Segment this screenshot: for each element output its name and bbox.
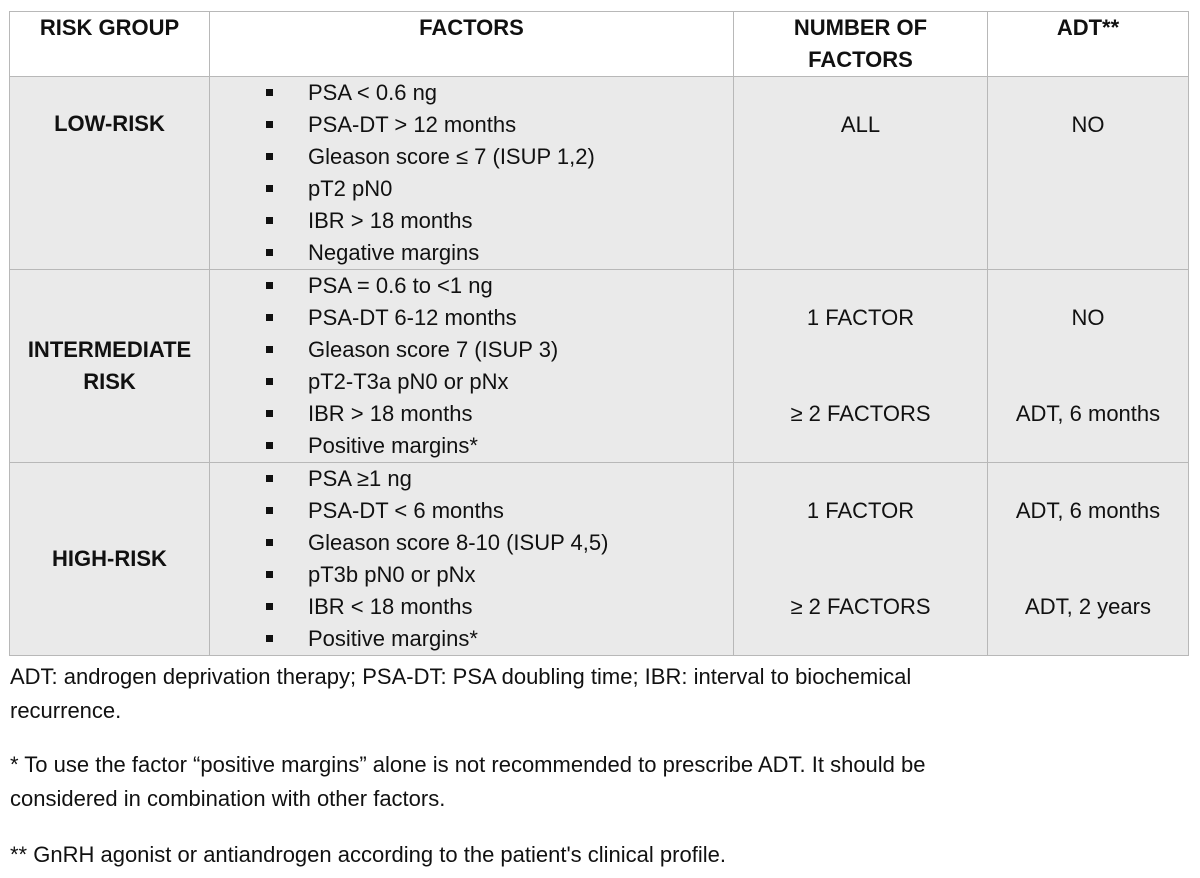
adt-value: NO [1071,305,1105,330]
factor-text: pT3b pN0 or pNx [308,562,476,587]
factor-item [210,463,733,495]
factor-item [210,559,733,591]
factor-text: PSA-DT 6-12 months [308,305,517,330]
factor-text: Gleason score 7 (ISUP 3) [308,337,559,362]
number-of-factors-cell [734,77,988,270]
square-bullet-icon [266,314,273,321]
factor-text: IBR > 18 months [308,401,473,426]
factor-text: Positive margins* [308,433,478,458]
number-of-factors-value: 1 FACTOR [806,498,915,523]
factor-text: PSA ≥1 ng [308,466,412,491]
number-of-factors-value [734,623,987,655]
adt-value [988,334,1188,366]
number-of-factors-value: ALL [840,112,881,137]
factor-list [210,77,733,269]
table-header-row [10,12,1189,77]
adt-value [988,141,1188,173]
adt-value [988,559,1188,591]
adt-cell [988,463,1189,656]
factor-item [210,302,733,334]
factor-text: pT2 pN0 [308,176,393,201]
factor-text: PSA-DT < 6 months [308,498,504,523]
factor-text: Negative margins [308,240,480,265]
number-of-factors-value [734,270,987,302]
number-of-factors-value [734,77,987,109]
factor-list [210,270,733,462]
square-bullet-icon [266,282,273,289]
risk-group-label: LOW-RISK [54,111,165,136]
square-bullet-icon [266,635,273,642]
square-bullet-icon [266,442,273,449]
factor-item [210,109,733,141]
risk-group-cell [10,270,210,463]
number-of-factors-value [734,463,987,495]
adt-cell [988,270,1189,463]
risk-group-label-line2: RISK [83,369,136,394]
number-of-factors-value [734,559,987,591]
factor-text: IBR < 18 months [308,594,473,619]
square-bullet-icon [266,507,273,514]
number-of-factors-value [734,527,987,559]
header-number-of-factors [734,12,988,77]
adt-value: ADT, 6 months [1015,498,1161,523]
square-bullet-icon [266,475,273,482]
number-of-factors-value [734,205,987,237]
factor-text: PSA = 0.6 to <1 ng [308,273,493,298]
adt-value [988,430,1188,462]
risk-group-label: HIGH-RISK [52,546,167,571]
number-of-factors-cell [734,463,988,656]
number-of-factors-value [734,173,987,205]
factor-text: Gleason score 8-10 (ISUP 4,5) [308,530,609,555]
factor-text: pT2-T3a pN0 or pNx [308,369,509,394]
header-risk-group: RISK GROUP [10,12,210,77]
square-bullet-icon [266,217,273,224]
number-of-factors-value [734,141,987,173]
factor-item [210,430,733,462]
footnote-double-star: ** GnRH agonist or antiandrogen according to the patient's clinical profile. [10,842,726,867]
adt-cell [988,77,1189,270]
number-of-factors-value [734,334,987,366]
factors-cell [210,77,734,270]
adt-value [988,463,1188,495]
square-bullet-icon [266,153,273,160]
factor-list [210,463,733,655]
factor-item [210,527,733,559]
header-adt: ADT** [988,12,1189,77]
factor-item [210,495,733,527]
adt-value: NO [1071,112,1105,137]
adt-value [988,527,1188,559]
adt-value [988,205,1188,237]
factors-cell [210,463,734,656]
factor-text: IBR > 18 months [308,208,473,233]
number-of-factors-value [734,430,987,462]
factor-item [210,205,733,237]
number-of-factors-value: ≥ 2 FACTORS [790,401,931,426]
adt-value [988,623,1188,655]
adt-value [988,237,1188,269]
factor-item [210,270,733,302]
factor-item [210,173,733,205]
factor-text: Positive margins* [308,626,478,651]
square-bullet-icon [266,185,273,192]
number-of-factors-value: 1 FACTOR [806,305,915,330]
factor-item [210,141,733,173]
factor-item [210,334,733,366]
header-number-line2: FACTORS [808,47,913,72]
footnote-abbreviations: ADT: androgen deprivation therapy; PSA-DT: PSA doubling time; IBR: interval to biochemical recurrence. [10,664,912,723]
number-of-factors-cell [734,270,988,463]
square-bullet-icon [266,378,273,385]
factor-item [210,366,733,398]
footnote-single-star: * To use the factor “positive margins” alone is not recommended to prescribe ADT. It should be considered in combination with other factors. [10,752,926,811]
factor-text: PSA-DT > 12 months [308,112,517,137]
factor-item [210,398,733,430]
factor-text: PSA < 0.6 ng [308,80,438,105]
adt-value [988,77,1188,109]
factor-item [210,591,733,623]
factors-cell [210,270,734,463]
square-bullet-icon [266,89,273,96]
square-bullet-icon [266,249,273,256]
row-low-risk [10,77,1189,270]
square-bullet-icon [266,539,273,546]
number-of-factors-value [734,237,987,269]
number-of-factors-value: ≥ 2 FACTORS [790,594,931,619]
risk-group-label: INTERMEDIATE [27,337,192,362]
adt-value: ADT, 6 months [1015,401,1161,426]
square-bullet-icon [266,603,273,610]
adt-value [988,270,1188,302]
square-bullet-icon [266,346,273,353]
square-bullet-icon [266,571,273,578]
square-bullet-icon [266,121,273,128]
factor-item [210,623,733,655]
header-number-line1: NUMBER OF [793,15,928,40]
row-high-risk [10,463,1189,656]
risk-group-table [9,11,1189,656]
risk-group-cell [10,463,210,656]
adt-value: ADT, 2 years [1025,594,1151,619]
number-of-factors-value [734,366,987,398]
factor-item [210,237,733,269]
row-intermediate-risk [10,270,1189,463]
adt-value [988,366,1188,398]
factor-item [210,77,733,109]
square-bullet-icon [266,410,273,417]
risk-group-cell [10,77,210,270]
header-factors: FACTORS [210,12,734,77]
adt-value [988,173,1188,205]
factor-text: Gleason score ≤ 7 (ISUP 1,2) [308,144,595,169]
